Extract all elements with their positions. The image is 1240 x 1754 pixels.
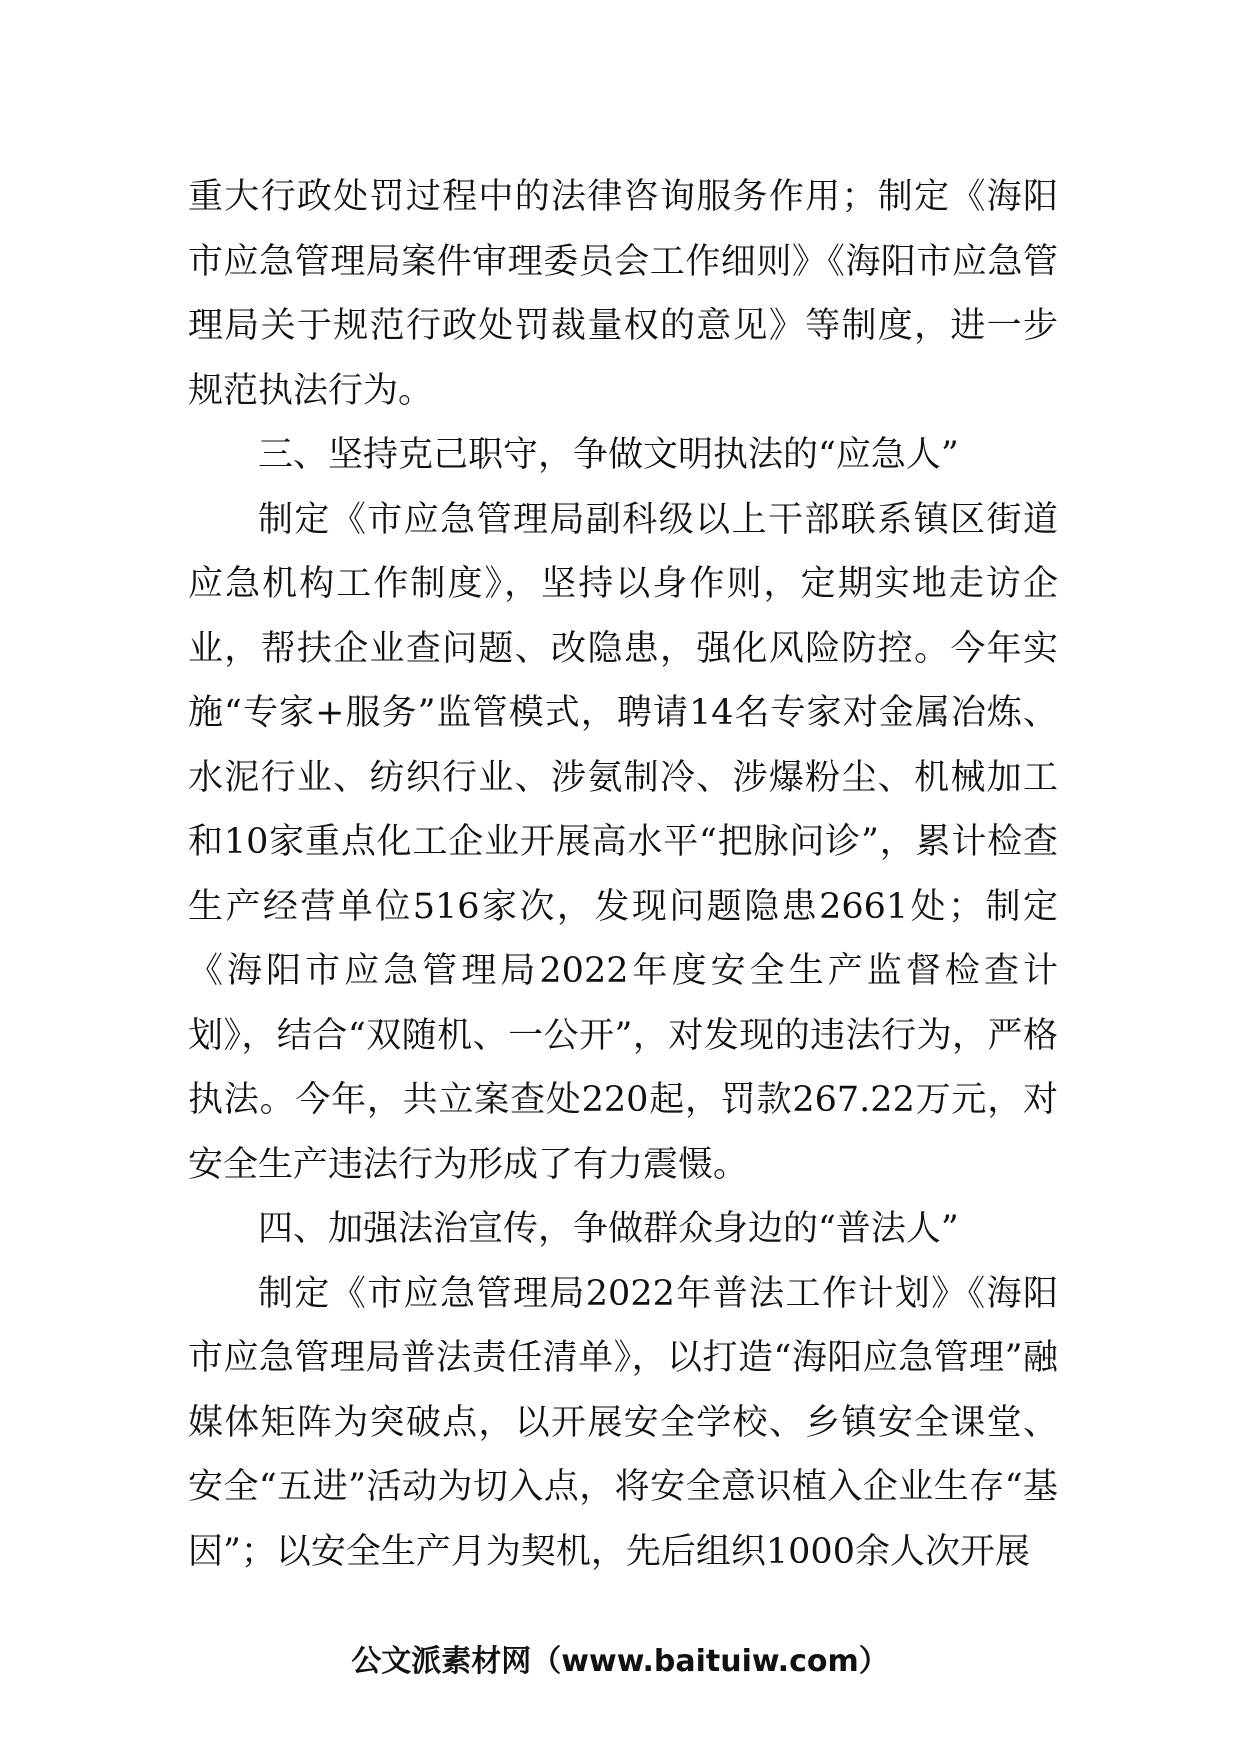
body-paragraph: 制定《市应急管理局副科级以上干部联系镇区街道应急机构工作制度》，坚持以身作则，定期实地走访企业，帮扶企业查问题、改隐患，强化风险防控。今年实施“专家+服务”监管模式，聘请14名专家对金属冶炼、水泥行业、纺织行业、涉氨制冷、涉爆粉尘、机械加工和10家重点化工企业开展高水平“把脉问诊”，累计检查生产经营单位516家次，发现问题隐患2661处；制定《海阳市应急管理局2022年度安全生产监督检查计划》，结合“双随机、一公开”，对发现的违法行为，严格执法。今年，共立案查处220起，罚款267.22万元，对安全生产违法行为形成了有力震慑。 (188, 499, 1058, 1185)
section-heading-3: 三、坚持克己职守，争做文明执法的“应急人” (258, 435, 959, 475)
document-body (188, 165, 1058, 1584)
body-paragraph: 制定《市应急管理局2022年普法工作计划》《海阳市应急管理局普法责任清单》，以打造“海阳应急管理”融媒体矩阵为突破点，以开展安全学校、乡镇安全课堂、安全“五进”活动为切入点，将安全意识植入企业生存“基因”；以安全生产月为契机，先后组织1000余人次开展 (188, 1273, 1058, 1572)
continuation-paragraph: 重大行政处罚过程中的法律咨询服务作用；制定《海阳市应急管理局案件审理委员会工作细则》《海阳市应急管理局关于规范行政处罚裁量权的意见》等制度，进一步规范执法行为。 (188, 177, 1058, 411)
section-heading-4: 四、加强法治宣传，争做群众身边的“普法人” (258, 1209, 959, 1249)
footer-watermark: 公文派素材网（www.baituiw.com） (351, 1644, 889, 1679)
